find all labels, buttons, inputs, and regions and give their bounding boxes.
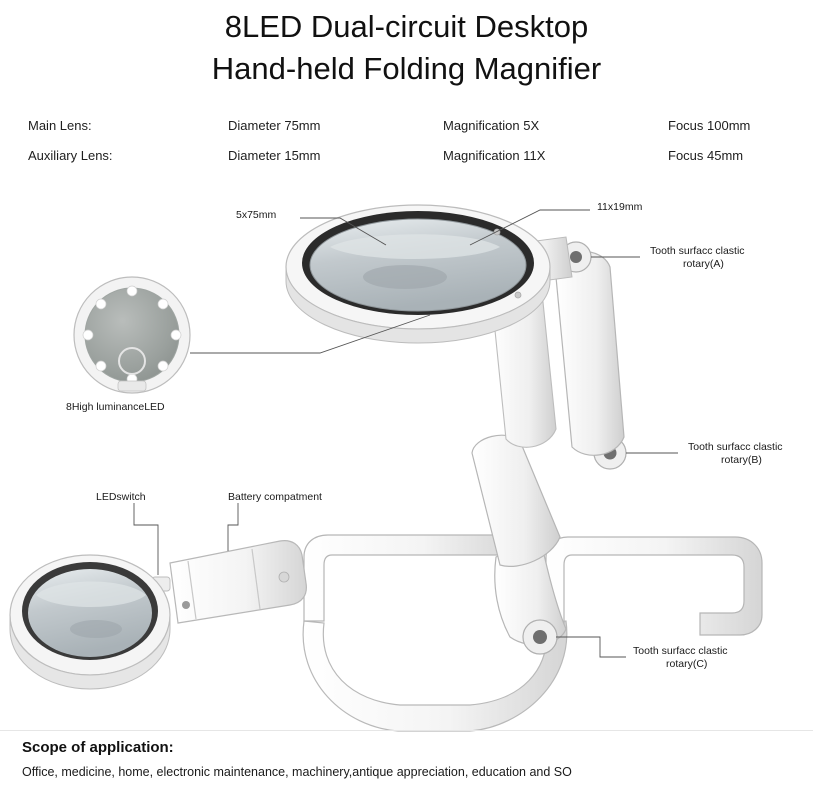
product-illustration xyxy=(0,185,813,745)
leader-led-switch xyxy=(134,503,158,575)
footer-divider xyxy=(0,730,813,731)
callout-rotary-c-line2: rotary(C) xyxy=(666,658,708,670)
title-line-2: Hand-held Folding Magnifier xyxy=(211,51,602,86)
scope-of-application xyxy=(22,739,802,779)
callout-aux-lens-size: 11x19mm xyxy=(597,201,643,213)
housing-screw-2 xyxy=(515,292,521,298)
callout-rotary-a-line1: Tooth surfacc clastic xyxy=(650,245,745,257)
spec-focus-main-lens: Focus 100mm xyxy=(668,118,751,133)
stand-right-rail xyxy=(546,537,762,635)
callout-rotary-c-line1: Tooth surfacc clastic xyxy=(633,645,728,657)
rotary-joint-c-center xyxy=(533,630,547,644)
led-module-tab xyxy=(118,381,146,391)
handheld-aux-lens xyxy=(70,620,122,638)
spec-diameter-auxiliary-lens: Diameter 15mm xyxy=(228,148,321,163)
spec-row-auxiliary-lens xyxy=(0,148,813,178)
arm-upper-right xyxy=(556,252,624,456)
callout-led-switch: LEDswitch xyxy=(96,491,146,503)
scope-text: Office, medicine, home, electronic maintenance, machinery,antique appreciation, education and SO xyxy=(22,765,572,779)
title-line-1: 8LED Dual-circuit Desktop xyxy=(224,9,589,44)
callout-rotary-a xyxy=(650,245,745,271)
callout-rotary-a-line2: rotary(A) xyxy=(683,258,724,270)
handle-pivot-screw xyxy=(182,601,190,609)
callout-rotary-b-line2: rotary(B) xyxy=(721,454,762,466)
leader-battery xyxy=(228,503,238,551)
spec-diameter-main-lens: Diameter 75mm xyxy=(228,118,321,133)
callout-rotary-b xyxy=(688,441,783,467)
auxiliary-lens-inset xyxy=(363,265,447,289)
callout-rotary-c xyxy=(633,645,728,671)
callout-main-lens-size: 5x75mm xyxy=(236,209,277,221)
callout-rotary-b-line1: Tooth surfacc clastic xyxy=(688,441,783,453)
callout-led-ring: 8High luminanceLED xyxy=(66,401,165,413)
stand-left-rail xyxy=(304,535,520,621)
spec-row-main-lens xyxy=(0,118,813,148)
scope-heading: Scope of application: xyxy=(22,739,174,756)
spec-label-main-lens: Main Lens: xyxy=(28,118,92,133)
callout-battery-compartment: Battery compatment xyxy=(228,491,322,503)
spec-table xyxy=(0,118,813,178)
spec-focus-auxiliary-lens: Focus 45mm xyxy=(668,148,744,163)
spec-magnification-auxiliary-lens: Magnification 11X xyxy=(443,148,546,163)
rotary-joint-a-center xyxy=(570,251,582,263)
handle-screw xyxy=(279,572,289,582)
spec-magnification-main-lens: Magnification 5X xyxy=(443,118,540,133)
spec-label-auxiliary-lens: Auxiliary Lens: xyxy=(28,148,113,163)
page-title xyxy=(0,6,813,90)
